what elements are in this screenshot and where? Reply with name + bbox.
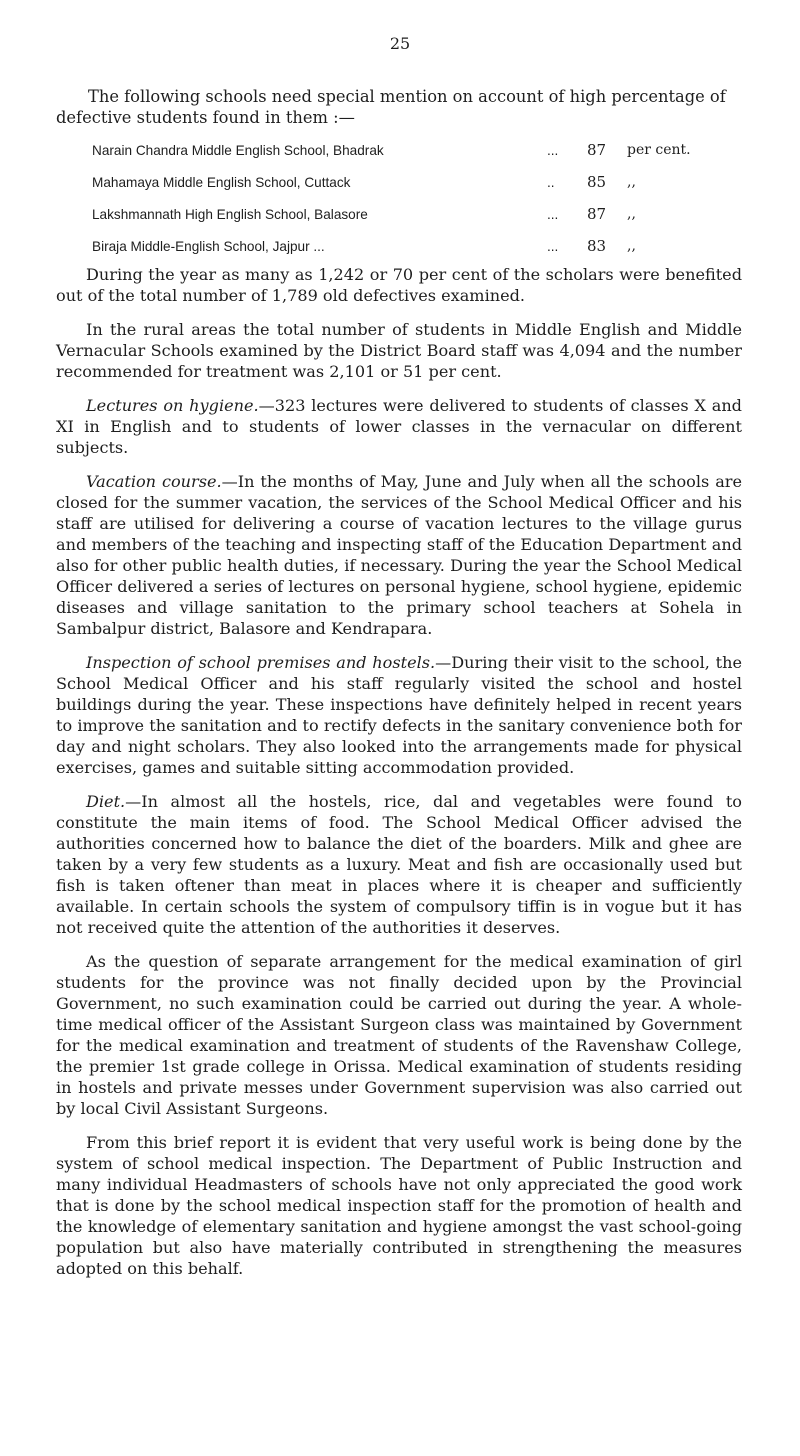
leader-dots: ... [547, 238, 559, 254]
defect-percentage: 85 [587, 173, 607, 191]
leader-dots: ... [547, 206, 559, 222]
paragraph-text: —323 lectures were delivered to students of classes X and XI in English and to students of lower classes in the vernacular on different subjects. [56, 396, 742, 457]
paragraph-text: As the question of separate arrangement for the medical examination of girl students for the province was not finally decided upon by the Provincial Government, no such examination could be carried out during the year. A whole-time medical officer of the Assistant Surgeon class was maintained by Government for the medical examination and treatment of students of the Ravenshaw College, the premier 1st grade college in Orissa. Medical examination of students residing in hostels and private messes under Government supervision was also carried out by local Civil Assistant Surgeons. [56, 952, 742, 1118]
school-row [92, 134, 742, 166]
percentage-unit: ,, [627, 238, 636, 254]
school-row [92, 198, 742, 230]
section-heading: Vacation course. [86, 472, 222, 491]
paragraph-text: —In almost all the hostels, rice, dal and vegetables were found to constitute the main items of food. The School Medical Officer advised the authorities concerned how to balance the diet of the boarders. Milk and ghee are taken by a very few students as a luxury. Meat and fish are occasionally used but fish is taken oftener than meat in places where it is cheaper and sufficiently available. In certain schools the system of compulsory tiffin is in vogue but it has not received quite the attention of the authorities it deserves. [56, 792, 742, 937]
school-name: Biraja Middle-English School, Jajpur ... [92, 238, 325, 254]
school-name: Narain Chandra Middle English School, Bhadrak [92, 142, 384, 158]
paragraph-text: —During their visit to the school, the School Medical Officer and his staff regularly visited the school and hostel buildings during the year. These inspections have definitely helped in recent years to improve the sanitation and to rectify defects in the sanitary convenience both for day and night scholars. They also looked into the arrangements made for physical exercises, games and suitable sitting accommodation provided. [56, 653, 742, 777]
leader-dots: .. [547, 174, 555, 190]
paragraph-rural-areas [56, 319, 742, 382]
paragraph-text: —In the months of May, June and July when all the schools are closed for the summer vacation, the services of the School Medical Officer and his staff are utilised for delivering a course of vacation lectures to the village gurus and members of the teaching and inspecting staff of the Education Department and also for other public health duties, if necessary. During the year the School Medical Officer delivered a series of lectures on personal hygiene, school hygiene, epidemic diseases and village sanitation to the primary school teachers at Sohela in Sambalpur district, Balasore and Kendrapara. [56, 472, 742, 638]
paragraph-lectures [56, 395, 742, 458]
page-number: 25 [389, 34, 411, 53]
percentage-unit: ,, [627, 174, 636, 190]
school-row [92, 166, 742, 198]
paragraph-girl-students [56, 951, 742, 1119]
paragraph-benefited [56, 264, 742, 306]
paragraph-diet [56, 791, 742, 938]
section-heading: Inspection of school premises and hostels. [86, 653, 436, 672]
school-row [92, 230, 742, 262]
report-body [56, 264, 742, 1292]
defect-percentage: 83 [587, 237, 607, 255]
percentage-unit: per cent. [627, 142, 691, 158]
paragraph-text: From this brief report it is evident that very useful work is being done by the system of school medical inspection. The Department of Public Instruction and many individual Headmasters of schools have not only appreciated the good work that is done by the school medical inspection staff for the promotion of health and the knowledge of elementary sanitation and hygiene amongst the vast school-going population but also have materially contributed in strengthening the measures adopted on this behalf. [56, 1133, 742, 1278]
paragraph-text: During the year as many as 1,242 or 70 per cent of the scholars were benefited out of the total number of 1,789 old defectives examined. [56, 265, 742, 305]
section-heading: Diet. [86, 792, 126, 811]
paragraph-vacation-course [56, 471, 742, 639]
defect-percentage: 87 [587, 141, 607, 159]
school-name: Lakshmannath High English School, Balasore [92, 206, 368, 222]
intro-paragraph: The following schools need special mention on account of high percentage of defective students found in them :— [56, 87, 726, 127]
school-name: Mahamaya Middle English School, Cuttack [92, 174, 351, 190]
section-heading: Lectures on hygiene. [86, 396, 259, 415]
paragraph-text: In the rural areas the total number of students in Middle English and Middle Vernacular Schools examined by the District Board staff was 4,094 and the number recommended for treatment was 2,101 or 51 per cent. [56, 320, 742, 381]
leader-dots: ... [547, 142, 559, 158]
paragraph-inspection [56, 652, 742, 778]
paragraph-conclusion [56, 1132, 742, 1279]
percentage-unit: ,, [627, 206, 636, 222]
school-list [92, 134, 742, 262]
defect-percentage: 87 [587, 205, 607, 223]
